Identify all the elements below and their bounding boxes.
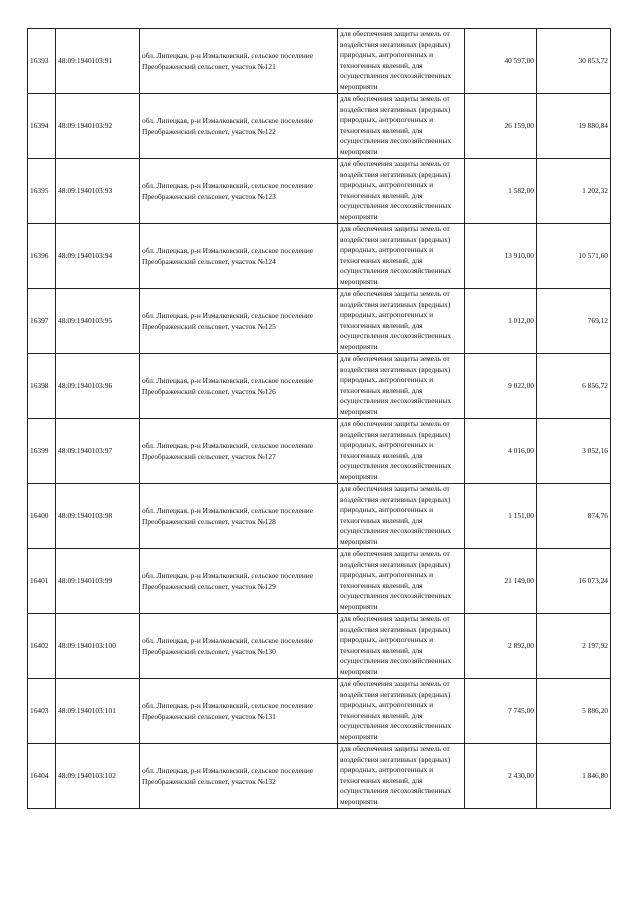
purpose-cell: [338, 159, 465, 224]
purpose-text: для обеспечения защиты земель от воздействия негативных (вредных) природных, антропогенных и техногенных явлений, для осуществления лесохозяйственных мероприяти: [340, 484, 452, 546]
cadastral-number-cell: 48:09:1940103:91: [56, 29, 140, 94]
cadastral-value-cell: 16 073,24: [537, 549, 611, 614]
row-number-cell: 16393: [28, 29, 56, 94]
purpose-cell: [338, 29, 465, 94]
purpose-text: для обеспечения защиты земель от воздействия негативных (вредных) природных, антропогенных и техногенных явлений, для осуществления лесохозяйственных мероприяти: [340, 679, 452, 741]
table-body: [28, 29, 611, 809]
cadastral-number-cell: 48:09:1940103:95: [56, 289, 140, 354]
cadastral-value-cell: 1 202,32: [537, 159, 611, 224]
cadastral-value-cell: 19 880,84: [537, 94, 611, 159]
area-cell: 1 151,00: [465, 484, 537, 549]
address-cell: обл. Липецкая, р-н Измалковский, сельское поселение Преображенский сельсовет, участок №127: [140, 419, 338, 484]
purpose-text: для обеспечения защиты земель от воздействия негативных (вредных) природных, антропогенных и техногенных явлений, для осуществления лесохозяйственных мероприяти: [340, 419, 452, 481]
address-cell: обл. Липецкая, р-н Измалковский, сельское поселение Преображенский сельсовет, участок №129: [140, 549, 338, 614]
row-number-cell: 16394: [28, 94, 56, 159]
cadastral-value-cell: 5 886,20: [537, 679, 611, 744]
row-number-cell: 16395: [28, 159, 56, 224]
address-cell: обл. Липецкая, р-н Измалковский, сельское поселение Преображенский сельсовет, участок №124: [140, 224, 338, 289]
table-row: [28, 224, 611, 289]
purpose-text: для обеспечения защиты земель от воздействия негативных (вредных) природных, антропогенных и техногенных явлений, для осуществления лесохозяйственных мероприяти: [340, 289, 452, 351]
row-number-cell: 16398: [28, 354, 56, 419]
purpose-cell: [338, 679, 465, 744]
cadastral-number-cell: 48:09:1940103:94: [56, 224, 140, 289]
cadastral-number-cell: 48:09:1940103:96: [56, 354, 140, 419]
purpose-text: для обеспечения защиты земель от воздействия негативных (вредных) природных, антропогенных и техногенных явлений, для осуществления лесохозяйственных мероприяти: [340, 94, 452, 156]
cadastral-number-cell: 48:09:1940103:100: [56, 614, 140, 679]
purpose-text: для обеспечения защиты земель от воздействия негативных (вредных) природных, антропогенных и техногенных явлений, для осуществления лесохозяйственных мероприяти: [340, 744, 452, 806]
row-number-cell: 16399: [28, 419, 56, 484]
cadastral-value-cell: 874,76: [537, 484, 611, 549]
table-row: [28, 94, 611, 159]
purpose-cell: [338, 224, 465, 289]
purpose-cell: [338, 354, 465, 419]
cadastral-value-cell: 6 856,72: [537, 354, 611, 419]
area-cell: 13 910,00: [465, 224, 537, 289]
address-cell: обл. Липецкая, р-н Измалковский, сельское поселение Преображенский сельсовет, участок №126: [140, 354, 338, 419]
address-cell: обл. Липецкая, р-н Измалковский, сельское поселение Преображенский сельсовет, участок №132: [140, 744, 338, 809]
purpose-text: для обеспечения защиты земель от воздействия негативных (вредных) природных, антропогенных и техногенных явлений, для осуществления лесохозяйственных мероприяти: [340, 159, 452, 221]
address-cell: обл. Липецкая, р-н Измалковский, сельское поселение Преображенский сельсовет, участок №125: [140, 289, 338, 354]
purpose-cell: [338, 549, 465, 614]
area-cell: 2 892,00: [465, 614, 537, 679]
address-cell: обл. Липецкая, р-н Измалковский, сельское поселение Преображенский сельсовет, участок №122: [140, 94, 338, 159]
area-cell: 26 159,00: [465, 94, 537, 159]
cadastral-number-cell: 48:09:1940103:93: [56, 159, 140, 224]
cadastral-value-cell: 2 197,92: [537, 614, 611, 679]
area-cell: 4 016,00: [465, 419, 537, 484]
area-cell: 7 745,00: [465, 679, 537, 744]
area-cell: 1 582,00: [465, 159, 537, 224]
table-row: [28, 159, 611, 224]
row-number-cell: 16400: [28, 484, 56, 549]
address-cell: обл. Липецкая, р-н Измалковский, сельское поселение Преображенский сельсовет, участок №130: [140, 614, 338, 679]
purpose-text: для обеспечения защиты земель от воздействия негативных (вредных) природных, антропогенных и техногенных явлений, для осуществления лесохозяйственных мероприяти: [340, 354, 452, 416]
table-row: [28, 679, 611, 744]
cadastral-value-cell: 1 846,80: [537, 744, 611, 809]
area-cell: 21 149,00: [465, 549, 537, 614]
cadastral-number-cell: 48:09:1940103:99: [56, 549, 140, 614]
address-cell: обл. Липецкая, р-н Измалковский, сельское поселение Преображенский сельсовет, участок №128: [140, 484, 338, 549]
table-row: [28, 29, 611, 94]
table-row: [28, 484, 611, 549]
purpose-cell: [338, 484, 465, 549]
row-number-cell: 16401: [28, 549, 56, 614]
area-cell: 40 597,00: [465, 29, 537, 94]
area-cell: 2 430,00: [465, 744, 537, 809]
purpose-cell: [338, 744, 465, 809]
row-number-cell: 16403: [28, 679, 56, 744]
table-row: [28, 614, 611, 679]
land-plots-table: [27, 28, 611, 809]
table-row: [28, 744, 611, 809]
purpose-cell: [338, 289, 465, 354]
cadastral-number-cell: 48:09:1940103:92: [56, 94, 140, 159]
purpose-cell: [338, 614, 465, 679]
cadastral-value-cell: 3 052,16: [537, 419, 611, 484]
address-cell: обл. Липецкая, р-н Измалковский, сельское поселение Преображенский сельсовет, участок №131: [140, 679, 338, 744]
area-cell: 9 022,00: [465, 354, 537, 419]
cadastral-number-cell: 48:09:1940103:102: [56, 744, 140, 809]
purpose-text: для обеспечения защиты земель от воздействия негативных (вредных) природных, антропогенных и техногенных явлений, для осуществления лесохозяйственных мероприяти: [340, 549, 452, 611]
row-number-cell: 16402: [28, 614, 56, 679]
row-number-cell: 16396: [28, 224, 56, 289]
purpose-text: для обеспечения защиты земель от воздействия негативных (вредных) природных, антропогенных и техногенных явлений, для осуществления лесохозяйственных мероприяти: [340, 224, 452, 286]
table-row: [28, 419, 611, 484]
purpose-text: для обеспечения защиты земель от воздействия негативных (вредных) природных, антропогенных и техногенных явлений, для осуществления лесохозяйственных мероприяти: [340, 614, 452, 676]
address-cell: обл. Липецкая, р-н Измалковский, сельское поселение Преображенский сельсовет, участок №121: [140, 29, 338, 94]
table-row: [28, 354, 611, 419]
row-number-cell: 16397: [28, 289, 56, 354]
address-cell: обл. Липецкая, р-н Измалковский, сельское поселение Преображенский сельсовет, участок №123: [140, 159, 338, 224]
cadastral-number-cell: 48:09:1940103:97: [56, 419, 140, 484]
cadastral-value-cell: 10 571,60: [537, 224, 611, 289]
row-number-cell: 16404: [28, 744, 56, 809]
cadastral-value-cell: 30 853,72: [537, 29, 611, 94]
purpose-cell: [338, 419, 465, 484]
cadastral-number-cell: 48:09:1940103:98: [56, 484, 140, 549]
table-row: [28, 549, 611, 614]
cadastral-number-cell: 48:09:1940103:101: [56, 679, 140, 744]
table-row: [28, 289, 611, 354]
cadastral-value-cell: 769,12: [537, 289, 611, 354]
area-cell: 1 012,00: [465, 289, 537, 354]
purpose-text: для обеспечения защиты земель от воздействия негативных (вредных) природных, антропогенных и техногенных явлений, для осуществления лесохозяйственных мероприяти: [340, 29, 452, 91]
purpose-cell: [338, 94, 465, 159]
